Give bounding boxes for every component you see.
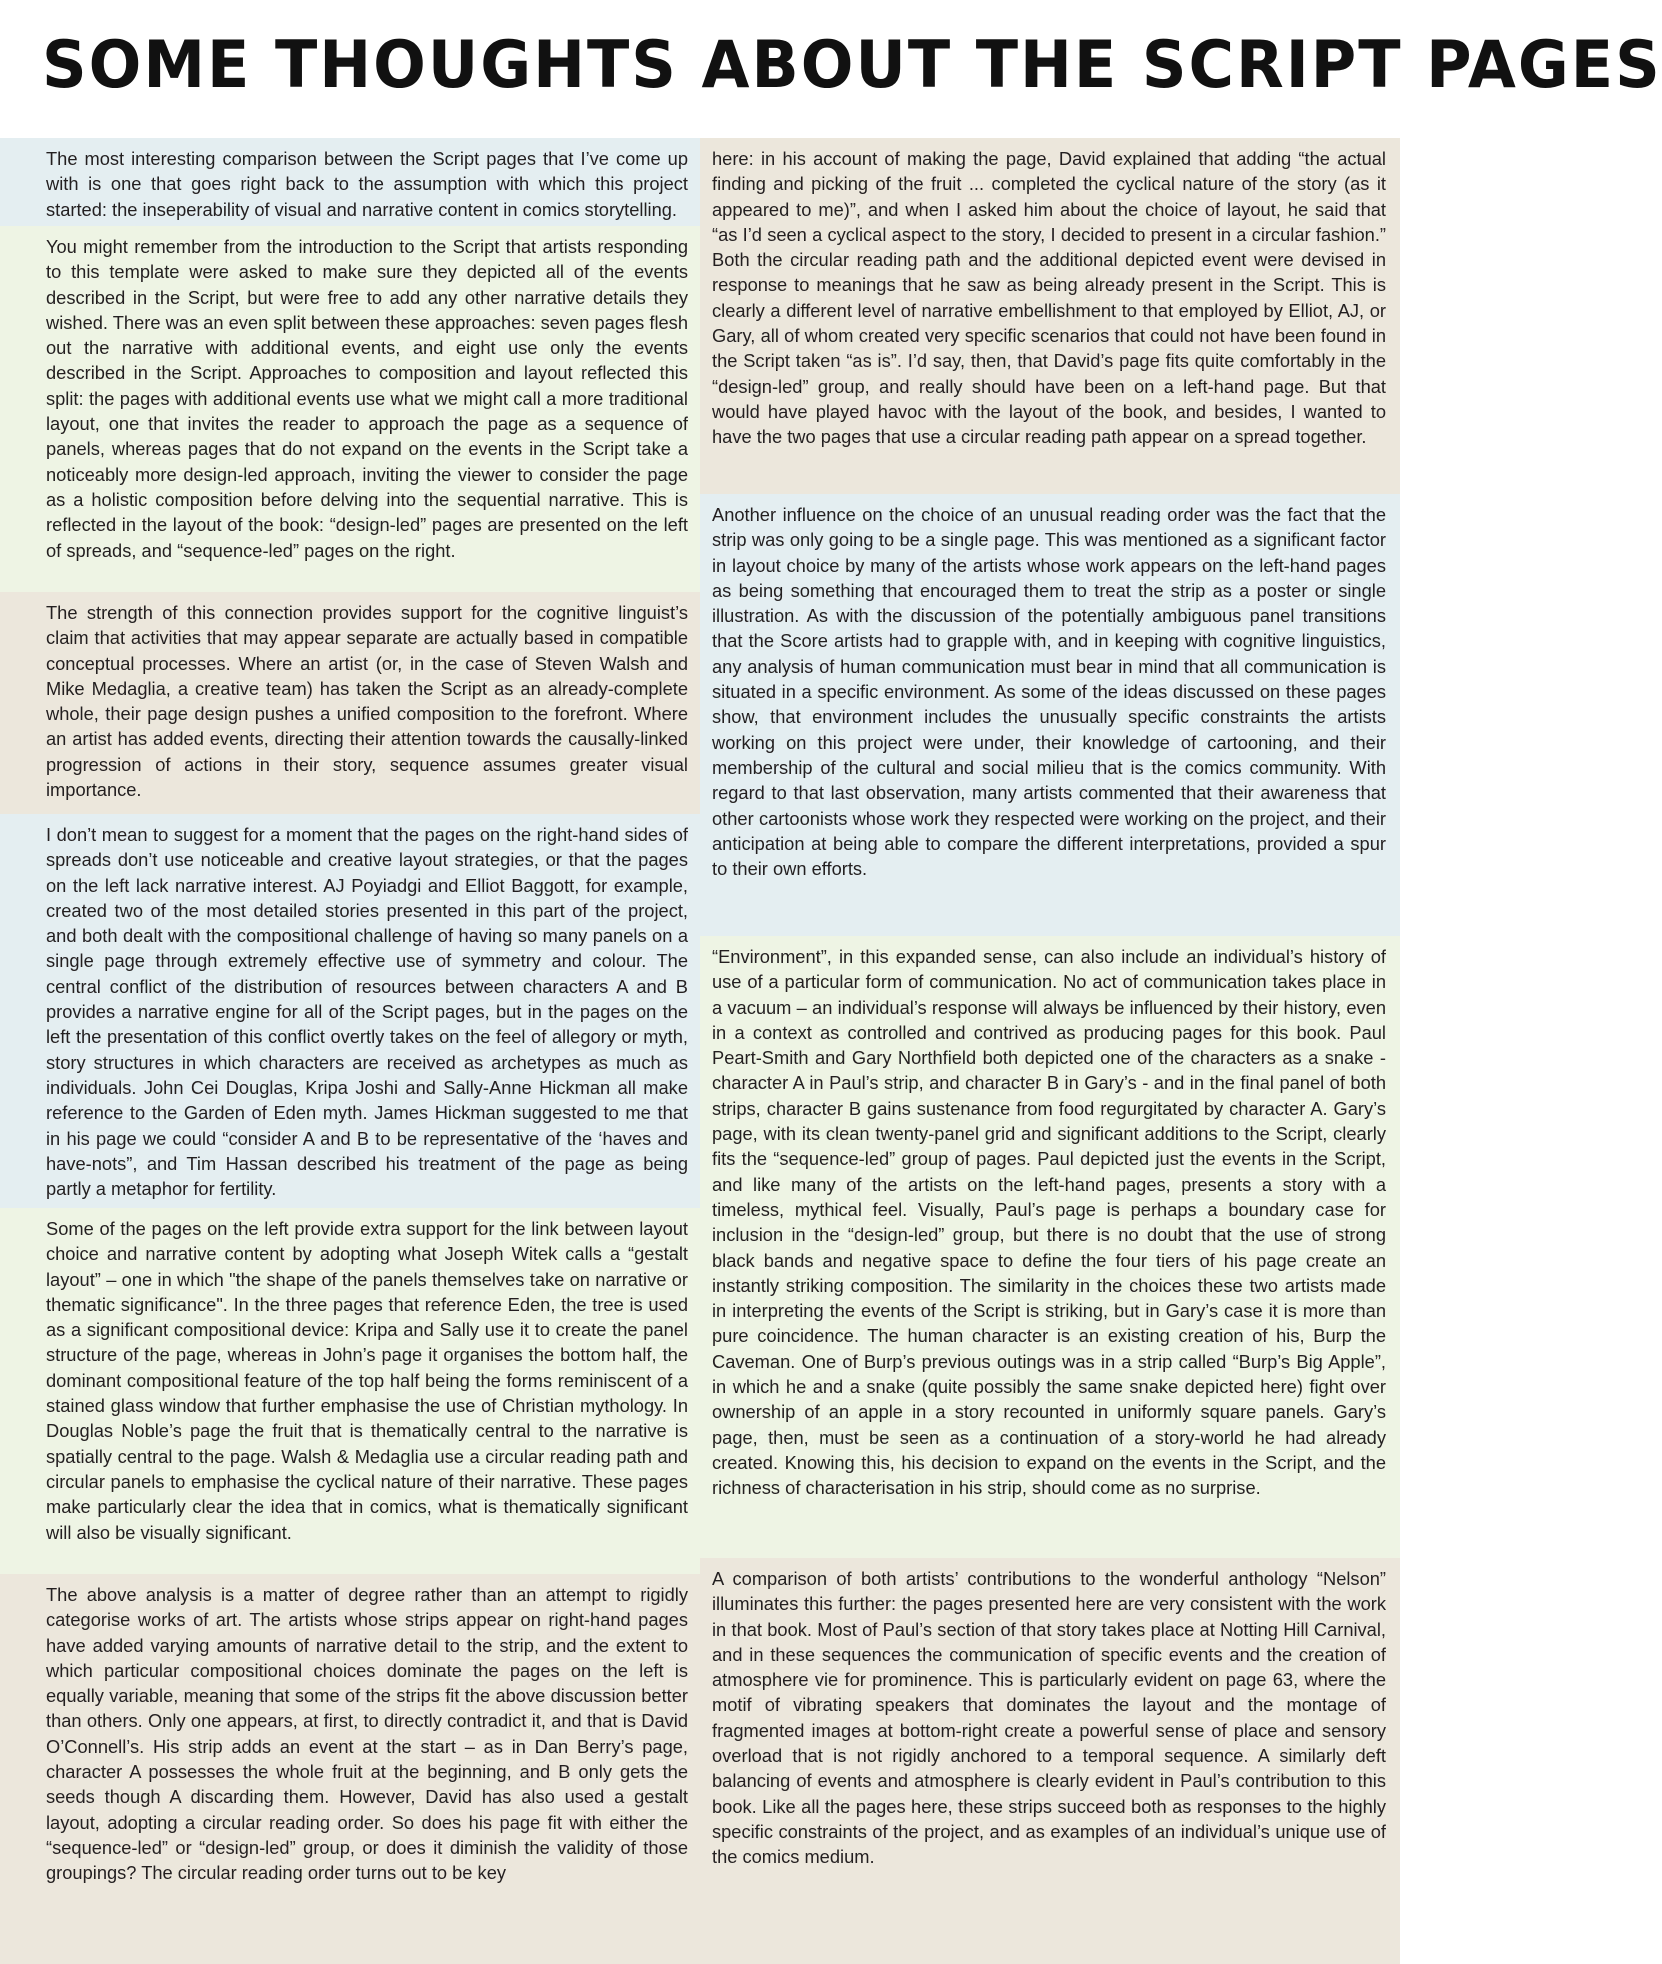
paragraph-nelson-anthology: A comparison of both artists’ contributions to the wonderful anthology “Nelson” illuminates this further: the pages presented here are very consistent with the work in that book. Most of Paul’s section of that story takes place at Notting Hill Carnival, and in these sequences the communication of specific events and the creation of atmosphere vie for prominence. This is particularly evident on page 63, where the motif of vibrating speakers that dominates the layout and the montage of fragmented images at bottom-right create a powerful sense of place and sensory overload that is not rigidly anchored to a temporal sequence. A similarly deft balancing of events and atmosphere is clearly evident in Paul’s contribution to this book. Like all the pages here, these strips succeed both as responses to the highly specific constraints of the project, and as examples of an individual’s unique use of the comics medium. — [700, 1558, 1400, 1964]
paragraph-cognitive: The strength of this connection provides support for the cognitive linguist’s claim that activities that may appear separate are actually based in compatible conceptual processes. Where an artist (or, in the case of Steven Walsh and Mike Medaglia, a creative team) has taken the Script as an already-complete whole, their page design pushes a unified composition to the forefront. Where an artist has added events, directing their attention towards the causally-linked progression of actions in their story, sequence assumes greater visual importance. — [0, 592, 700, 814]
paragraph-approaches: You might remember from the introduction to the Script that artists responding to this template were asked to make sure they depicted all of the events described in the Script, but were free to add any other narrative details they wished. There was an even split between these approaches: seven pages flesh out the narrative with additional events, and eight use only the events described in the Script. Approaches to composition and layout reflected this split: the pages with additional events use what we might call a more traditional layout, one that invites the reader to approach the page as a sequence of panels, whereas pages that do not expand on the events in the Script take a noticeably more design-led approach, inviting the viewer to consider the page as a holistic composition before delving into the sequential narrative. This is reflected in the layout of the book: “design-led” pages are presented on the left of spreads, and “sequence-led” pages on the right. — [0, 226, 700, 592]
paragraph-analysis-degree: The above analysis is a matter of degree rather than an attempt to rigidly categorise works of art. The artists whose strips appear on right-hand pages have added varying amounts of narrative detail to the strip, and the extent to which particular compositional choices dominate the pages on the left is equally variable, meaning that some of the strips fit the above discussion better than others. Only one appears, at first, to directly contradict it, and that is David O’Connell’s. His strip adds an event at the start – as in Dan Berry’s page, character A possesses the whole fruit at the beginning, and B only gets the seeds though A discarding them. However, David has also used a gestalt layout, adopting a circular reading order. So does his page fit with either the “sequence-led” or “design-led” group, or does it diminish the validity of those groupings? The circular reading order turns out to be key — [0, 1574, 700, 1964]
paragraph-gestalt-layout: Some of the pages on the left provide extra support for the link between layout choice and narrative content by adopting what Joseph Witek calls a “gestalt layout” – one in which "the shape of the panels themselves take on narrative or thematic significance". In the three pages that reference Eden, the tree is used as a significant compositional device: Kripa and Sally use it to create the panel structure of the page, whereas in John’s page it organises the bottom half, the dominant compositional feature of the top half being the forms reminiscent of a stained glass window that further emphasise the use of Christian mythology. In Douglas Noble’s page the fruit that is thematically central to the narrative is spatially central to the page. Walsh & Medaglia use a circular reading path and circular panels to emphasise the cyclical nature of their narrative. These pages make particularly clear the idea that in comics, what is thematically significant will also be visually significant. — [0, 1208, 700, 1574]
page-title: SOME THOUGHTS ABOUT THE SCRIPT PAGES — [42, 26, 1662, 103]
paragraph-intro: The most interesting comparison between the Script pages that I’ve come up with is one that goes right back to the assumption with which this project started: the inseperability of visual and narrative content in comics storytelling. — [0, 138, 700, 226]
right-column — [700, 138, 1400, 1964]
paragraph-david-oconnell: here: in his account of making the page, David explained that adding “the actual finding and picking of the fruit ... completed the cyclical nature of the story (as it appeared to me)”, and when I asked him about the choice of layout, he said that “as I’d seen a cyclical aspect to the story, I decided to present in a circular fashion.” Both the circular reading path and the additional depicted event were devised in response to meanings that he saw as being already present in the Script. This is clearly a different level of narrative embellishment to that employed by Elliot, AJ, or Gary, all of whom created very specific scenarios that could not have been found in the Script taken “as is”. I’d say, then, that David’s page fits quite comfortably in the “design-led” group, and really should have been on a left-hand page. But that would have played havoc with the layout of the book, and besides, I wanted to have the two pages that use a circular reading path appear on a spread together. — [700, 138, 1400, 494]
paragraph-reading-order: Another influence on the choice of an unusual reading order was the fact that the strip was only going to be a single page. This was mentioned as a significant factor in layout choice by many of the artists whose work appears on the left-hand pages as being something that encouraged them to treat the strip as a poster or single illustration. As with the discussion of the potentially ambiguous panel transitions that the Score artists had to grapple with, and in keeping with cognitive linguistics, any analysis of human communication must bear in mind that all communication is situated in a specific environment. As some of the ideas discussed on these pages show, that environment includes the unusually specific constraints the artists working on this project were under, their knowledge of cartooning, and their membership of the cultural and social milieu that is the comics community. With regard to that last observation, many artists commented that their awareness that other cartoonists whose work they respected were working on the project, and their anticipation at being able to compare the different interpretations, provided a spur to their own efforts. — [700, 494, 1400, 936]
paragraph-environment: “Environment”, in this expanded sense, can also include an individual’s history of use of a particular form of communication. No act of communication takes place in a vacuum – an individual’s response will always be influenced by their history, even in a context as controlled and contrived as producing pages for this book. Paul Peart-Smith and Gary Northfield both depicted one of the characters as a snake - character A in Paul’s strip, and character B in Gary’s - and in the final panel of both strips, character B gains sustenance from food regurgitated by character A. Gary’s page, with its clean twenty-panel grid and significant additions to the Script, clearly fits the “sequence-led” group of pages. Paul depicted just the events in the Script, and like many of the artists on the left-hand pages, presents a story with a timeless, mythical feel. Visually, Paul’s page is perhaps a boundary case for inclusion in the “design-led” group, but there is no doubt that the use of strong black bands and negative space to define the four tiers of his page create an instantly striking composition. The similarity in the choices these two artists made in interpreting the events of the Script is striking, but in Gary’s case it is more than pure coincidence. The human character is an existing creation of his, Burp the Caveman. One of Burp’s previous outings was in a strip called “Burp’s Big Apple”, in which he and a snake (quite possibly the same snake depicted here) fight over ownership of an apple in a story recounted in uniformly square panels. Gary’s page, then, must be seen as a continuation of a story-world he had already created. Knowing this, his decision to expand on the events in the Script, and the richness of characterisation in his strip, should come as no surprise. — [700, 936, 1400, 1558]
paragraph-right-hand-pages: I don’t mean to suggest for a moment that the pages on the right-hand sides of spreads don’t use noticeable and creative layout strategies, or that the pages on the left lack narrative interest. AJ Poyiadgi and Elliot Baggott, for example, created two of the most detailed stories presented in this part of the project, and both dealt with the compositional challenge of having so many panels on a single page through extremely effective use of symmetry and colour. The central conflict of the distribution of resources between characters A and B provides a narrative engine for all of the Script pages, but in the pages on the left the presentation of this conflict overtly takes on the feel of allegory or myth, story structures in which characters are received as archetypes as much as individuals. John Cei Douglas, Kripa Joshi and Sally-Anne Hickman all make reference to the Garden of Eden myth. James Hickman suggested to me that in his page we could “consider A and B to be representative of the ‘haves and have-nots”, and Tim Hassan described his treatment of the page as being partly a metaphor for fertility. — [0, 814, 700, 1208]
left-column — [0, 138, 700, 1964]
